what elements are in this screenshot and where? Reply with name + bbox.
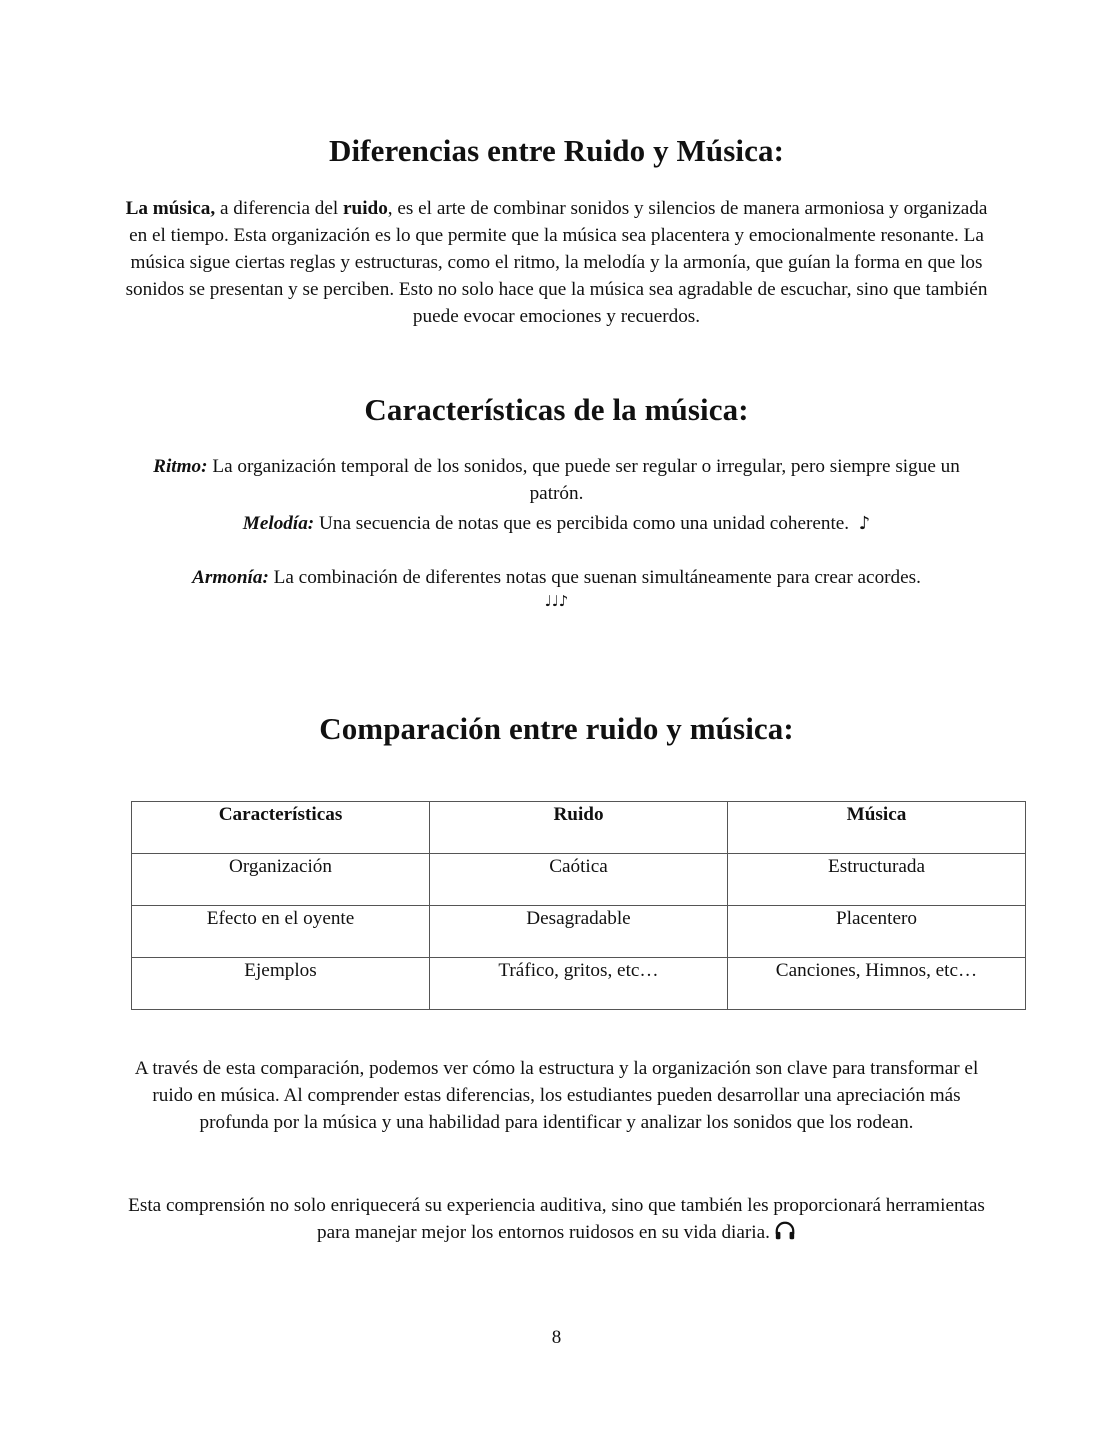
table-header-row <box>132 802 1026 854</box>
feature-description: La combinación de diferentes notas que suenan simultáneamente para crear acordes. <box>268 567 921 588</box>
table-row <box>132 906 1026 958</box>
feature-melodia <box>125 510 988 537</box>
table-cell: Estructurada <box>728 854 1026 906</box>
feature-description: Una secuencia de notas que es percibida como una unidad coherente. <box>314 513 850 534</box>
header-cell: Ruido <box>430 802 728 854</box>
table-cell: Canciones, Himnos, etc… <box>728 958 1026 1010</box>
heading-comparison: Comparación entre ruido y música: <box>319 711 794 746</box>
conclusion-text-2: Esta comprensión no solo enriquecerá su experiencia auditiva, sino que también les proporcionará herramientas para manejar mejor los entornos ruidosos en su vida diaria. <box>128 1195 985 1243</box>
table-row <box>132 958 1026 1010</box>
music-notes-icon: ♩♩♪ <box>544 592 569 610</box>
feature-term: Armonía: <box>192 567 269 588</box>
conclusion-paragraph-1: A través de esta comparación, podemos ver cómo la estructura y la organización son clave para transformar el ruido en música. Al comprender estas diferencias, los estudiantes pueden desarrollar una apreciación más profunda por la música y una habilidad para identificar y analizar los sonidos que los rodean. <box>134 1058 979 1133</box>
intro-bold-music: La música, <box>125 198 216 219</box>
intro-text-2: , es el arte de combinar sonidos y silencios de manera armoniosa y organizada en el tiempo. Esta organización es lo que permite que la música sea placentera y emocionalmente resonante. La música sigue ciertas reglas y estructuras, como el ritmo, la melodía y la armonía, que guían la forma en que los sonidos se presentan y se perciben. Esto no solo hace que la música sea agradable de escuchar, sino que también puede evocar emociones y recuerdos. <box>125 198 988 327</box>
table-cell: Caótica <box>430 854 728 906</box>
feature-term: Ritmo: <box>153 456 208 477</box>
heading-differences: Diferencias entre Ruido y Música: <box>328 133 785 168</box>
heading-features: Características de la música: <box>364 392 749 427</box>
feature-armonia <box>125 564 988 611</box>
table-cell: Desagradable <box>430 906 728 958</box>
intro-bold-noise: ruido <box>343 198 388 219</box>
music-note-icon: ♪ <box>858 513 871 534</box>
intro-paragraph <box>125 195 988 330</box>
intro-text-1: a diferencia del <box>215 198 343 219</box>
feature-term: Melodía: <box>242 513 315 534</box>
table-cell: Efecto en el oyente <box>132 906 430 958</box>
feature-description: La organización temporal de los sonidos, que puede ser regular o irregular, pero siempre sigue un patrón. <box>207 456 960 504</box>
feature-ritmo <box>125 453 988 507</box>
page-number: 8 <box>551 1327 562 1348</box>
comparison-table <box>131 801 1026 1010</box>
table-cell: Placentero <box>728 906 1026 958</box>
table-cell: Ejemplos <box>132 958 430 1010</box>
headphones-icon <box>774 1220 796 1250</box>
table-row <box>132 854 1026 906</box>
header-cell: Música <box>728 802 1026 854</box>
conclusion-paragraph-2 <box>125 1192 988 1250</box>
header-cell: Características <box>132 802 430 854</box>
table-cell: Organización <box>132 854 430 906</box>
table-cell: Tráfico, gritos, etc… <box>430 958 728 1010</box>
